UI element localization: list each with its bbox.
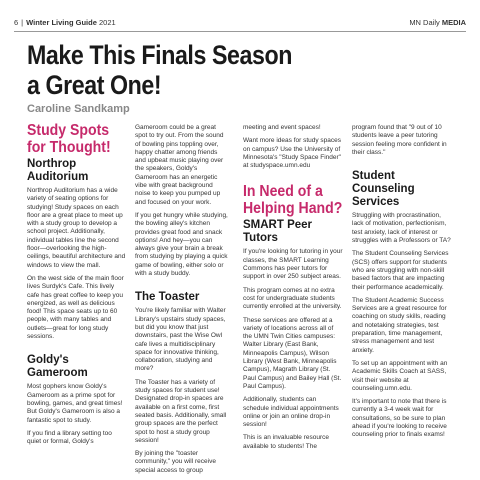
subheading-northrop: Northrop Auditorium	[27, 158, 89, 183]
publication-name: MN Daily MEDIA	[409, 18, 466, 27]
article-headline: Make This Finals Season a Great One!	[27, 40, 292, 100]
header-divider	[14, 31, 466, 32]
paragraph: program found that "9 out of 10 students leave a peer tutoring session feeling more confident in their class."	[352, 124, 447, 156]
section-title-study-spots: Study Spots for Thought!	[27, 122, 111, 156]
paragraph: Additionally, students can schedule individual appointments online or join an online drop-in session!	[243, 396, 339, 429]
paragraph: Most gophers know Goldy's Gameroom as a prime spot for bowling, games, and great times! But Goldy's Gameroom is also a fantastic spot to study.	[27, 383, 123, 424]
paragraph: If you find a library setting too quiet or formal, Goldy's	[27, 429, 112, 446]
author-byline: Caroline Sandkamp	[27, 103, 130, 115]
paragraph: Want more ideas for study spaces on campus? Use the University of Minnesota's "Study Space Finder" at studyspace.umn.edu	[243, 137, 342, 170]
header-left: 6 | Winter Living Guide 2021	[14, 18, 116, 27]
column-4	[352, 124, 452, 445]
column-2	[135, 124, 230, 480]
paragraph: Gameroom could be a great spot to try out. From the sound of bowling pins toppling over, happy chatter among friends and upbeat music playing over the speakers, Goldy's Gameroom has an energetic vibe with great background noise to keep you pumped up and focused on your work.	[135, 124, 224, 206]
paragraph: This is an invaluable resource available to students! The	[243, 434, 329, 450]
section-title-helping-hand: In Need of a Helping Hand?	[243, 183, 343, 218]
paragraph: The Student Academic Success Services are a great resource for coaching on study skills, reading and notetaking strategies, test preparation, time management, stress management and test anxiety.	[352, 296, 447, 354]
running-header	[14, 17, 466, 29]
paragraph: If you're looking for tutoring in your classes, the SMART Learning Commons has peer tutors for support in over 250 subject areas.	[243, 248, 343, 281]
paragraph: By joining the "toaster community," you will receive special access to group	[135, 450, 216, 474]
paragraph: This program comes at no extra cost for undergraduate students currently enrolled at the university.	[243, 286, 342, 311]
paragraph: The Student Counseling Services (SCS) offers support for students who are struggling with non-skill based factors that are impacting their performance academically.	[352, 250, 449, 291]
paragraph: It's important to note that there is currently a 3-4 week wait for consultations, so be sure to plan ahead if you're looking to receive counseling prior to finals exams!	[352, 398, 447, 439]
subheading-the-toaster: The Toaster	[135, 291, 200, 304]
column-1	[27, 122, 127, 451]
paragraph: If you get hungry while studying, the bowling alley's kitchen provides great food and snack options! And hey—you can always give your brain a break from studying by playing a quick game of bowling, either solo or with a study buddy.	[135, 211, 228, 278]
issue-year: 2021	[99, 18, 116, 27]
subheading-goldys-gameroom: Goldy's Gameroom	[27, 354, 88, 380]
column-3	[243, 124, 343, 456]
paragraph: Struggling with procrastination, lack of motivation, perfectionism, test anxiety, lack of interest or struggles with a Professors or TA?	[352, 212, 451, 245]
paragraph: To set up an appointment with an Academic Skills Coach at SASS, visit their website at counseling.umn.edu.	[352, 359, 448, 392]
paragraph: These services are offered at a variety of locations across all of the UMN Twin Cities campuses: Walter Library (East Bank, Minneapolis Campus), Wilson Library (West Bank, Minneapolis Campus), Magrath Library (St. Paul Campus) and Bailey Hall (St. Paul Campus).	[243, 316, 342, 390]
section-name: Winter Living Guide	[26, 18, 97, 27]
subheading-smart-peer-tutors: SMART Peer Tutors	[243, 219, 313, 245]
paragraph: The Toaster has a variety of study spaces for student use! Designated drop-in spaces are available on a first come, first seated basis. Additionally, small group spaces are the perfect spot to host a study group session!	[135, 378, 227, 444]
page-number: 6	[14, 18, 19, 27]
subheading-student-counseling-services: Student Counseling Services	[352, 170, 415, 209]
paragraph: meeting and event spaces!	[243, 124, 321, 131]
paragraph: You're likely familiar with Walter Library's upstairs study spaces, but did you know that just downstairs, past the Wise Owl cafe lives a multidisciplinary space for innovative thinking, collaboration, studying and more?	[135, 307, 226, 373]
paragraph: Northrop Auditorium has a wide variety of seating options for studying! Study spaces on each floor are a great place to meet up with a study group to develop a school project. Additionally, individual tables line the second floor—overlooking the high-ceilings, beautiful architecture and windows to view the mall.	[27, 187, 126, 269]
paragraph: On the west side of the main floor lives Surdyk's Cafe. This lively cafe has great coffee to keep you energized, as well as delicious food! This space seats up to 60 people, with many tables and outlets—great for long study sessions.	[27, 274, 124, 341]
